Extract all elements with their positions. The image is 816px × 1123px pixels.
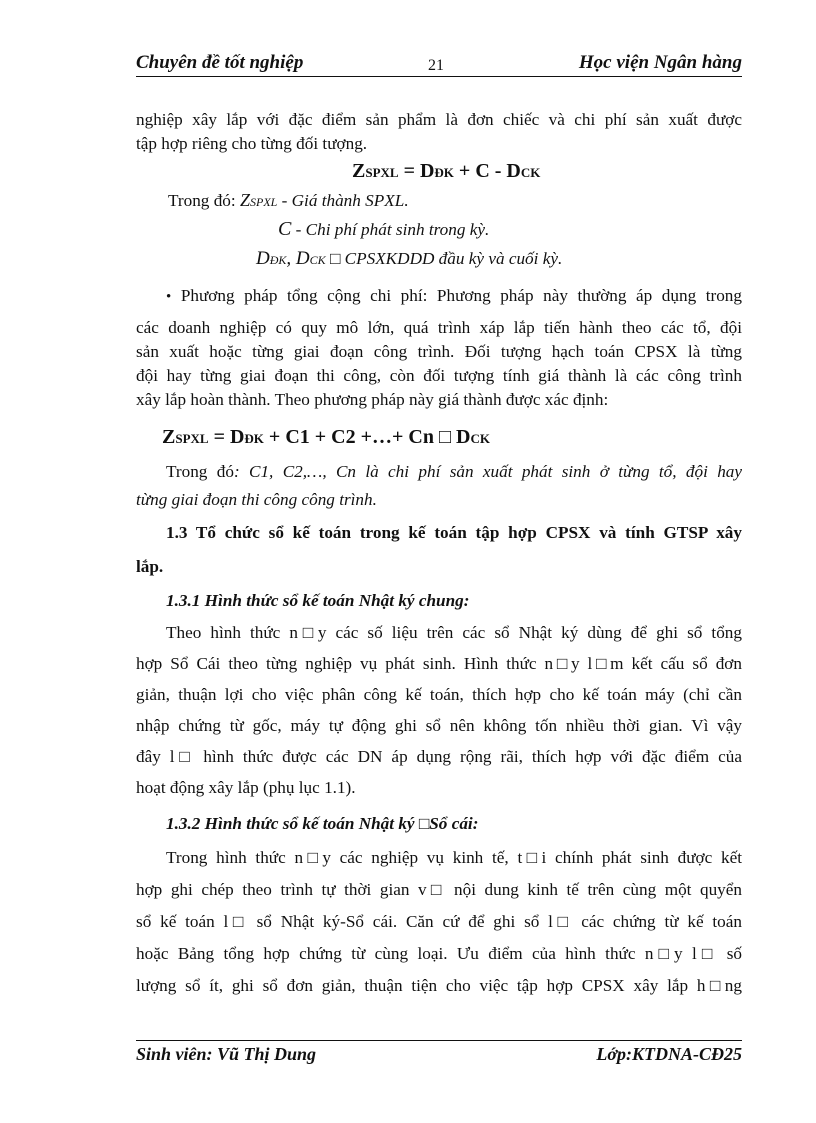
section-heading-1-3 (166, 521, 742, 545)
formula-subscript: ĐK (244, 431, 264, 446)
text-line: giản, thuận lợi cho việc phân công kế toán, thích hợp cho kế toán máy (chỉ cần (136, 685, 742, 704)
text-line: đây l□ hình thức được các DN áp dụng rộng rãi, thích hợp với đặc điểm của (136, 747, 742, 766)
header-document-title: Chuyên đề tốt nghiệp (136, 52, 304, 73)
text-line: 1.3 Tổ chức sổ kế toán trong kế toán tập hợp CPSX và tính GTSP xây (166, 523, 742, 542)
text-line: lượng sổ ít, ghi sổ đơn giản, thuận tiện cho việc tập hợp CPSX xây lắp h□ng (136, 976, 742, 995)
legend-total-second-line (136, 488, 742, 512)
legend-description: : C1, C2,…, Cn là chi phí sản xuất phát sinh ở từng tổ, đội hay (233, 462, 743, 481)
text-line: hợp ghi chép theo trình tự thời gian v□ nội dung kinh tế trên cùng một quyển (136, 880, 742, 899)
header-rule (136, 76, 742, 77)
legend-symbol: D (256, 248, 270, 269)
legend-prefix: Trong đó: (168, 191, 240, 210)
legend-z (168, 190, 409, 211)
formula-total (162, 426, 490, 449)
formula-subscript: CK (470, 431, 490, 446)
text-line: nhập chứng từ gốc, máy tự động ghi sổ nên không tốn nhiều thời gian. Vì vậy (136, 716, 742, 735)
text-line: các doanh nghiệp có quy mô lớn, quá trình xáp lắp tiến hành theo các tổ, đội (136, 318, 742, 337)
text-line: sản xuất hoặc từng giai đoạn công trình. Đối tượng hạch toán CPSX là từng (136, 342, 742, 361)
legend-description: □ CPSXKDDD đầu kỳ và cuối kỳ. (325, 249, 563, 268)
formula-symbol: Z (162, 426, 176, 448)
text-line: lắp. (136, 557, 164, 576)
formula-part: + C - D (453, 160, 521, 182)
section-1-3-1-paragraph (136, 652, 742, 800)
text-line: sổ kế toán l□ sổ Nhật ký-Sổ cái. Căn cứ để ghi sổ l□ các chứng từ kế toán (136, 912, 742, 931)
page-number: 21 (428, 57, 444, 74)
legend-prefix: Trong đó (166, 462, 234, 481)
legend-subscript: SPXL (249, 195, 278, 209)
text-line: nghiệp xây lắp với đặc điểm sản phẩm là đơn chiếc và chi phí sản xuất được (136, 110, 742, 129)
text-line: hợp Sổ Cái theo từng nghiệp vụ phát sinh. Hình thức n□y l□m kết cấu sổ đơn (136, 654, 742, 673)
text-line: tập hợp riêng cho từng đối tượng. (136, 134, 368, 153)
legend-description: - Giá thành SPXL. (277, 191, 409, 210)
footer-student-name: Sinh viên: Vũ Thị Dung (136, 1044, 317, 1064)
legend-total-first-line (166, 460, 742, 484)
section-heading-1-3-cont (136, 555, 742, 579)
formula-subscript: SPXL (175, 431, 209, 446)
formula-part: = D (208, 426, 245, 448)
method-total-first-line (166, 284, 742, 308)
legend-symbol: Z (239, 190, 250, 210)
legend-subscript: ĐK (269, 253, 287, 267)
text-line (166, 284, 742, 308)
section-heading-1-3-1: 1.3.1 Hình thức sổ kế toán Nhật ký chung: (166, 591, 470, 610)
section-1-3-2-paragraph (136, 878, 742, 998)
text-line: từng giai đoạn thi công công trình. (136, 490, 377, 509)
text-line: hoặc Bảng tổng hợp chứng từ cùng loại. Ưu điểm của hình thức n□y l□ số (136, 944, 742, 963)
legend-description: - Chi phí phát sinh trong kỳ. (291, 220, 490, 239)
section-heading-1-3-2: 1.3.2 Hình thức sổ kế toán Nhật ký □Sổ cái: (166, 814, 479, 833)
legend-c (278, 218, 489, 241)
formula-part: + C1 + C2 +…+ Cn □ D (263, 426, 471, 448)
formula-subscript: CK (520, 165, 541, 180)
formula-subscript: SPXL (365, 165, 399, 180)
formula-subscript: ĐK (434, 165, 454, 180)
text-line: xây lắp hoàn thành. Theo phương pháp này giá thành được xác định: (136, 390, 609, 409)
header-institution: Học viện Ngân hàng (578, 52, 742, 73)
section-1-3-1-first-line (166, 621, 742, 645)
text-line: Trong hình thức n□y các nghiệp vụ kinh tế, t□i chính phát sinh được kết (166, 848, 742, 867)
formula-symbol: Z (352, 160, 366, 182)
text-line: Theo hình thức n□y các số liệu trên các sổ Nhật ký dùng để ghi sổ tổng (166, 623, 742, 642)
method-total-paragraph (136, 316, 742, 412)
section-1-3-2-first-line (166, 846, 742, 870)
text-line: đội hay từng giai đoạn thi công, còn đối tượng tính giá thành là các công trình (136, 366, 742, 385)
legend-d (256, 248, 562, 270)
legend-symbol: , D (286, 248, 310, 269)
formula-simple (352, 160, 540, 183)
bullet-icon: • (166, 289, 172, 305)
intro-paragraph (136, 108, 742, 156)
text-line (166, 460, 742, 484)
text-line: hoạt động xây lắp (phụ lục 1.1). (136, 778, 356, 797)
legend-subscript: CK (309, 253, 326, 267)
formula-part: = D (398, 160, 435, 182)
text-span: Phương pháp tổng cộng chi phí: Phương pháp này thường áp dụng trong (180, 286, 742, 305)
legend-symbol: C (278, 218, 292, 240)
footer-class-code: Lớp:KTDNA-CĐ25 (596, 1044, 742, 1064)
footer-rule (136, 1040, 742, 1041)
